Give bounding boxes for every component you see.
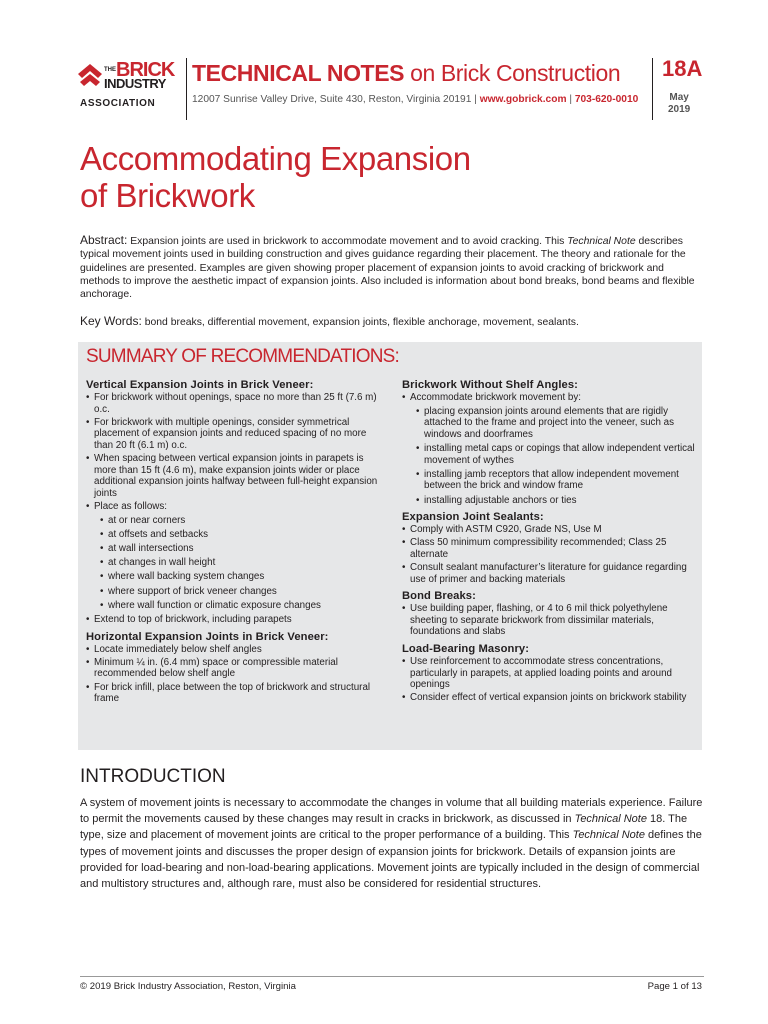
list-item: • Minimum ¼ in. (6.4 mm) space or compressible material recommended below shelf angle [86,657,386,680]
sub-list-item: • placing expansion joints around elements that are rigidly attached to the frame and project into the veneer, such as windows and doorframes [410,406,696,441]
bullet-list [402,656,696,704]
technical-note-number: 18A [662,56,703,81]
sub-list [94,515,386,612]
summary-of-recommendations [78,342,702,750]
key-words: Key Words: bond breaks, differential movement, expansion joints, flexible anchorage, movement, sealants. [80,314,579,328]
page-title: Accommodating Expansion of Brickwork [80,140,471,214]
sub-list-item: • installing metal caps or copings that allow independent vertical movement of wythes [410,443,696,466]
list-item: • Place as follows: • at or near corners • at offsets and setbacks • at wall intersections • at changes in wall height • where wall backing system changes • where support of brick veneer changes • where wall function or climatic exposure changes [86,501,386,611]
section-title: Bond Breaks: [402,590,476,603]
list-item: • Class 50 minimum compressibility recommended; Class 25 alternate [402,537,696,560]
sub-list-item: • installing jamb receptors that allow independent movement between the brick and window frame [410,469,696,492]
series-title: TECHNICAL NOTES on Brick Construction [192,60,621,86]
sub-list-item: • where wall function or climatic exposure changes [94,600,386,612]
bullet-list [402,392,696,506]
header [78,56,718,122]
logo-association-text: ASSOCIATION [80,98,156,109]
list-item: • When spacing between vertical expansion joints in parapets is more than 15 ft (4.6 m), make expansion joints wider or place additional expansion joints halfway between full-height expansion joints [86,453,386,499]
section-title: Load-Bearing Masonry: [402,643,530,656]
summary-right-column [402,378,696,708]
footer-divider [80,976,704,977]
header-divider [186,58,187,120]
bullet-list [402,524,696,585]
header-divider [652,58,653,120]
list-item: • For brickwork without openings, space no more than 25 ft (7.6 m) o.c. [86,392,386,415]
address-line: 12007 Sunrise Valley Drive, Suite 430, Reston, Virginia 20191 | www.gobrick.com | 703-620-0010 [192,94,639,105]
list-item: • For brickwork with multiple openings, consider symmetrical placement of expansion joints and reduced spacing of no more than 20 ft (6.1 m) o.c. [86,417,386,452]
introduction-heading: INTRODUCTION [80,766,226,787]
sub-list-item: • installing adjustable anchors or ties [410,495,696,507]
logo-brick-text: $^{THE}$BRICK [104,59,175,81]
introduction-paragraph: A system of movement joints is necessary to accommodate the changes in volume that all building materials experience. Failure to permit the movements caused by these changes may result in cracks in brickwork, as discussed in Technical Note 18. The type, size and placement of movement joints are critical to the proper performance of a building. This Technical Note defines the types of movement joints and discusses the proper design of expansion joints for brickwork. Details of expansion joints are provided for load-bearing and non-load-bearing applications. Movement joints are typically included in the design of commercial and multistory structures and, although rare, must also be considered for residential structures. [80,797,703,891]
sub-list-item: • where wall backing system changes [94,571,386,583]
phone-number: 703-620-0010 [574,94,639,105]
sub-list-item: • where support of brick veneer changes [94,586,386,598]
sub-list-item: • at offsets and setbacks [94,529,386,541]
list-item: • Use reinforcement to accommodate stress concentrations, particularly in parapets, at applied loading points and around openings [402,656,696,691]
list-item: • For brick infill, place between the top of brickwork and structural frame [86,682,386,705]
section-title: Horizontal Expansion Joints in Brick Veneer: [86,630,329,643]
list-item: • Use building paper, flashing, or 4 to 6 mil thick polyethylene sheeting to separate brickwork from dissimilar materials, foundations and slabs [402,603,696,638]
summary-left-column [86,378,386,709]
list-item: • Comply with ASTM C920, Grade NS, Use M [402,524,696,536]
section-title: Expansion Joint Sealants: [402,511,544,524]
page-number: Page 1 of 13 [647,981,702,992]
bullet-list [86,392,386,626]
list-item: • Consider effect of vertical expansion joints on brickwork stability [402,692,696,704]
summary-heading: SUMMARY OF RECOMMENDATIONS: [86,346,400,367]
footer-copyright: © 2019 Brick Industry Association, Reston, Virginia [80,981,296,992]
sub-list [410,406,696,507]
bullet-list [86,644,386,705]
website-link[interactable]: www.gobrick.com [479,94,567,105]
section-title: Vertical Expansion Joints in Brick Veneer: [86,379,314,391]
sub-list-item: • at or near corners [94,515,386,527]
sub-list-item: • at changes in wall height [94,557,386,569]
list-item: • Extend to top of brickwork, including parapets [86,614,386,626]
brick-logo-icon [78,64,102,90]
issue-date: May 2019 [668,92,691,115]
bullet-list [402,603,696,638]
logo-industry-text: INDUSTRY [104,76,166,91]
bia-logo[interactable] [78,60,180,116]
abstract: Abstract: Expansion joints are used in brickwork to accommodate movement and to avoid cracking. This Technical Note describes typical movement joints used in building construction and gives guidance regarding their placement. The theory and rationale for the guidelines are presented. Examples are given showing proper placement of expansion joints to avoid cracking of brickwork and methods to improve the aesthetic impact of expansion joints. Also included is information about bond breaks, bond beams and flexible anchorage. [80,233,695,301]
section-title: Brickwork Without Shelf Angles: [402,379,579,391]
list-item: • Locate immediately below shelf angles [86,644,386,656]
list-item: • Consult sealant manufacturer’s literature for guidance regarding use of primer and backing materials [402,562,696,585]
list-item: • Accommodate brickwork movement by: • placing expansion joints around elements that are rigidly attached to the frame and project into the veneer, such as windows and doorframes • installing metal caps or copings that allow independent vertical movement of wythes • installing jamb receptors that allow independent movement between the brick and window frame • installing adjustable anchors or ties [402,392,696,506]
sub-list-item: • at wall intersections [94,543,386,555]
